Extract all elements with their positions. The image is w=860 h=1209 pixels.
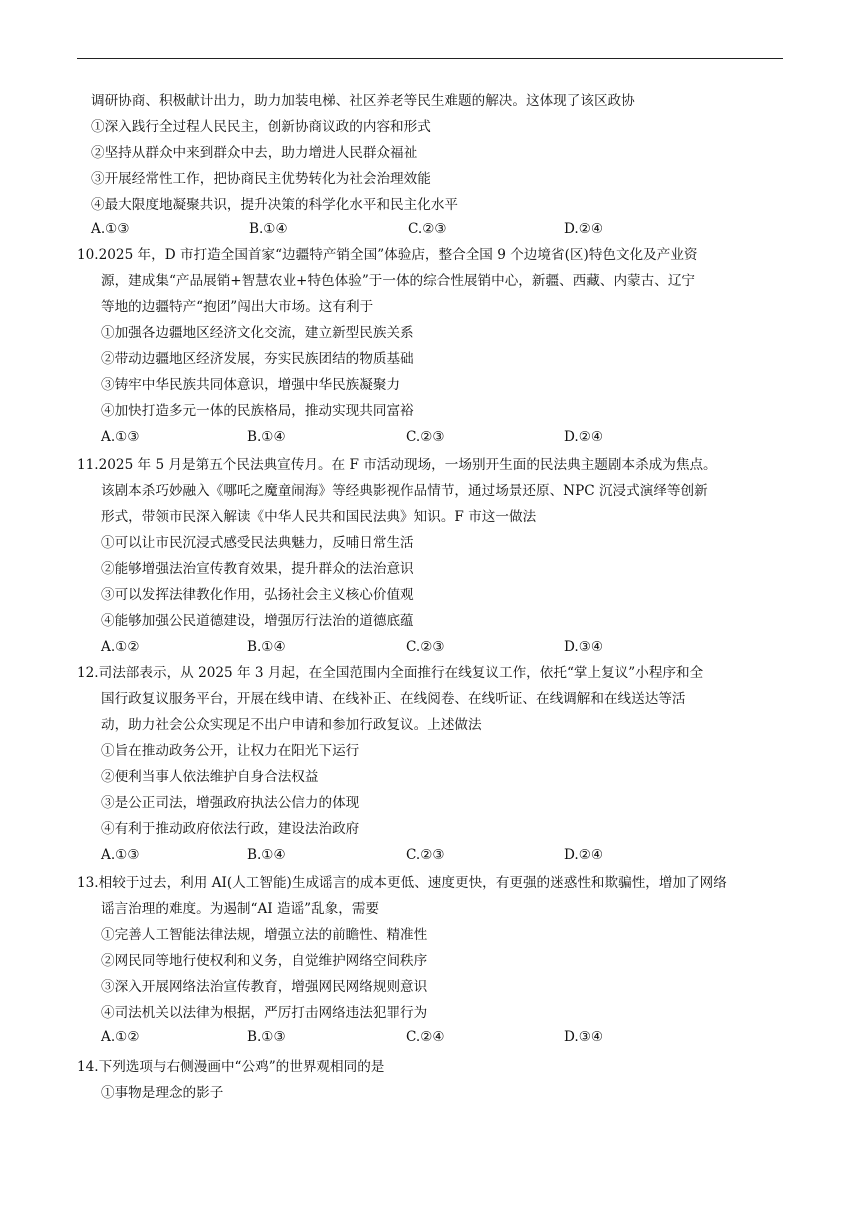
q13-stem-line: 谣言治理的难度。为遏制“AI 造谣”乱象，需要 [101,901,380,917]
choice-c: C.②④ [406,1029,445,1045]
choice-a: A.①③ [101,429,140,445]
q13-option: ①完善人工智能法律法规，增强立法的前瞻性、精准性 [101,927,428,943]
q12-stem-line: 国行政复议服务平台，开展在线申请、在线补正、在线阅卷、在线听证、在线调解和在线送达等活 [101,691,686,707]
q13-stem-line: 13.相较于过去，利用 AI(人工智能)生成谣言的成本更低、速度更快，有更强的迷惑性和欺骗性，增加了网络 [77,875,727,891]
choice-b: B.①④ [247,429,286,445]
choice-c: C.②③ [406,429,445,445]
q9-option: ③开展经常性工作，把协商民主优势转化为社会治理效能 [91,171,431,187]
q14-option: ①事物是理念的影子 [101,1085,224,1101]
choice-d: D.③④ [564,639,604,655]
q12-option: ④有利于推动政府依法行政，建设法治政府 [101,821,360,837]
q12-option: ②便利当事人依法维护自身合法权益 [101,769,319,785]
q11-option: ①可以让市民沉浸式感受民法典魅力，反哺日常生活 [101,535,414,551]
choice-b: B.①④ [249,221,288,237]
choice-d: D.②④ [564,221,604,237]
choice-b: B.①④ [247,847,286,863]
q9-option: ①深入践行全过程人民民主，创新协商议政的内容和形式 [91,119,431,135]
choice-a: A.①② [101,639,140,655]
q10-option: ③铸牢中华民族共同体意识，增强中华民族凝聚力 [101,377,401,393]
q11-option: ③可以发挥法律教化作用，弘扬社会主义核心价值观 [101,587,414,603]
choice-d: D.②④ [564,847,604,863]
q11-option: ④能够加强公民道德建设，增强厉行法治的道德底蕴 [101,613,414,629]
choice-a: A.①② [101,1029,140,1045]
q12-stem-line: 12.司法部表示，从 2025 年 3 月起，在全国范围内全面推行在线复议工作，依托“掌上复议”小程序和全 [77,665,704,681]
choice-a: A.①③ [91,221,130,237]
q12-option: ①旨在推动政务公开，让权力在阳光下运行 [101,743,360,759]
q14-stem-line: 14.下列选项与右侧漫画中“公鸡”的世界观相同的是 [77,1059,385,1075]
q13-option: ②网民同等地行使权利和义务，自觉维护网络空间秩序 [101,953,428,969]
q10-stem-line: 等地的边疆特产“抱团”闯出大市场。这有利于 [101,299,374,315]
q10-stem-line: 源，建成集“产品展销+智慧农业+特色体验”于一体的综合性展销中心，新疆、西藏、内蒙古、辽宁 [101,273,696,289]
q9-option: ②坚持从群众中来到群众中去，助力增进人民群众福祉 [91,145,418,161]
q10-option: ④加快打造多元一体的民族格局，推动实现共同富裕 [101,403,414,419]
q10-option: ①加强各边疆地区经济文化交流，建立新型民族关系 [101,325,414,341]
q12-stem-line: 动，助力社会公众实现足不出户申请和参加行政复议。上述做法 [101,717,482,733]
choice-d: D.②④ [564,429,604,445]
q13-option: ④司法机关以法律为根据，严厉打击网络违法犯罪行为 [101,1005,428,1021]
q10-option: ②带动边疆地区经济发展，夯实民族团结的物质基础 [101,351,414,367]
header-rule [77,58,783,59]
q10-stem-line: 10.2025 年，D 市打造全国首家“边疆特产销全国”体验店，整合全国 9 个边境省(区)特色文化及产业资 [77,247,698,263]
q12-option: ③是公正司法，增强政府执法公信力的体现 [101,795,360,811]
choice-a: A.①③ [101,847,140,863]
q9-stem-line: 调研协商、积极献计出力，助力加装电梯、社区养老等民生难题的解决。这体现了该区政协 [91,93,635,109]
choice-b: B.①④ [247,639,286,655]
q13-option: ③深入开展网络法治宣传教育，增强网民网络规则意识 [101,979,428,995]
choice-c: C.②③ [406,639,445,655]
q11-stem-line: 形式，带领市民深入解读《中华人民共和国民法典》知识。F 市这一做法 [101,509,537,525]
choice-c: C.②③ [408,221,447,237]
q9-option: ④最大限度地凝聚共识，提升决策的科学化水平和民主化水平 [91,197,459,213]
choice-c: C.②③ [406,847,445,863]
q11-option: ②能够增强法治宣传教育效果，提升群众的法治意识 [101,561,414,577]
choice-b: B.①③ [247,1029,286,1045]
q11-stem-line: 11.2025 年 5 月是第五个民法典宣传月。在 F 市活动现场，一场别开生面的民法典主题剧本杀成为焦点。 [77,457,717,473]
choice-d: D.③④ [564,1029,604,1045]
q11-stem-line: 该剧本杀巧妙融入《哪吒之魔童闹海》等经典影视作品情节，通过场景还原、NPC 沉浸式演绎等创新 [101,483,708,499]
